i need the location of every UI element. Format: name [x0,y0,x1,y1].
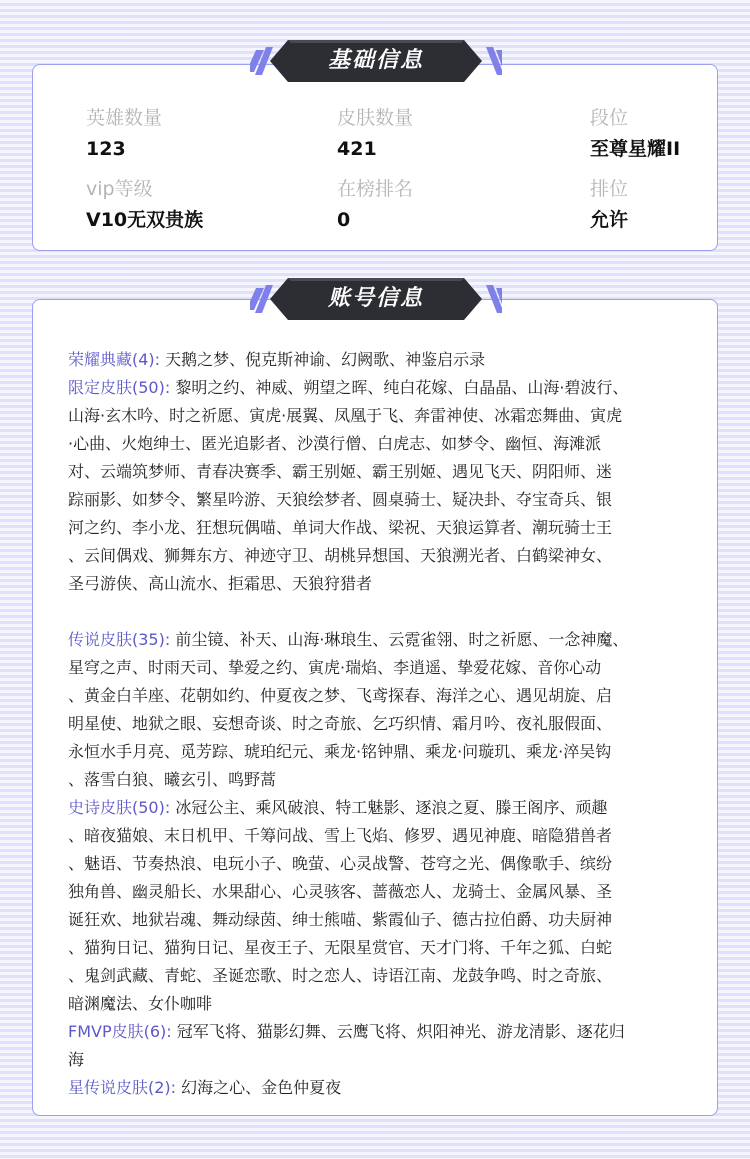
skin-names: 明星使、地狱之眼、妄想奇谈、时之奇旅、乞巧织情、霜月吟、夜礼服假面、 [68,714,613,733]
stat-label: 英雄数量 [86,107,163,129]
stat-value: 421 [337,138,377,160]
skin-names: 冰冠公主、乘风破浪、特工魅影、逐浪之夏、滕王阁序、顽趣 [170,798,608,817]
skin-names: 独角兽、幽灵船长、水果甜心、心灵骇客、蔷薇恋人、龙骑士、金属风暴、圣 [68,882,613,901]
skin-line [68,430,692,458]
skin-section [68,346,692,374]
skin-names: 前尘镜、补天、山海·琳琅生、云霓雀翎、时之祈愿、一念神魔、 [170,630,629,649]
skin-names: 圣弓游侠、高山流水、拒霜思、天狼狩猎者 [68,574,373,593]
skin-names: 海 [68,1050,85,1069]
skin-names: 、黄金白羊座、花朝如约、仲夏夜之梦、飞鸢探春、海洋之心、遇见胡旋、启 [68,686,613,705]
section-spacer [68,598,692,626]
banner-title: 账号信息 [327,286,424,311]
stat-label: 皮肤数量 [337,107,414,129]
stat-label: 在榜排名 [337,178,414,200]
skin-section-label: 史诗皮肤(50): [68,798,171,817]
skin-names: ·心曲、火炮绅士、匿光追影者、沙漠行僧、白虎志、如梦令、幽恒、海滩派 [68,434,602,453]
skin-line [68,850,692,878]
stat-hero-count [86,105,162,162]
skin-line [68,570,692,598]
skin-section-label: 传说皮肤(35): [68,630,171,649]
stat-skin-count [337,105,413,162]
skin-line [68,990,692,1018]
banner-title: 基础信息 [327,48,424,73]
stat-value: 至尊星耀II [590,138,681,160]
skin-names: 河之约、李小龙、狂想玩偶喵、单词大作战、梁祝、天狼运算者、潮玩骑士王 [68,518,613,537]
skin-line [68,766,692,794]
skin-line [68,1074,692,1102]
skin-names: 黎明之约、神威、朔望之晖、纯白花嫁、白晶晶、山海·碧波行、 [170,378,629,397]
skin-line [68,962,692,990]
stat-label: 排位 [590,178,629,200]
skin-names: 、魅语、节奏热浪、电玩小子、晚萤、心灵战警、苍穹之光、偶像歌手、缤纷 [68,854,613,873]
skin-line [68,486,692,514]
skin-section [68,1018,692,1074]
stat-label: 段位 [590,107,629,129]
skin-line [68,402,692,430]
stat-ranked-allowed [590,176,628,233]
skin-line [68,1018,692,1046]
skin-names: 踪丽影、如梦令、繁星吟游、天狼绘梦者、圆桌骑士、疑决卦、夺宝奇兵、银 [68,490,613,509]
skin-section-label: 星传说皮肤(2): [68,1078,177,1097]
skin-names: 冠军飞将、猫影幻舞、云鹰飞将、炽阳神光、游龙清影、逐花归 [171,1022,625,1041]
skin-line [68,738,692,766]
section-banner-basic [250,38,502,84]
skin-names: 、落雪白狼、曦玄引、鸣野蒿 [68,770,277,789]
skin-line [68,794,692,822]
skin-section-label: FMVP皮肤(6): [68,1022,172,1041]
skin-list [68,346,692,1102]
skin-line [68,542,692,570]
skin-line [68,934,692,962]
stat-value: V10无双贵族 [86,209,204,231]
skin-line [68,374,692,402]
skin-line [68,906,692,934]
skin-names: 山海·玄木吟、时之祈愿、寅虎·展翼、凤凰于飞、奔雷神使、冰霜恋舞曲、寅虎 [68,406,623,425]
stat-value: 0 [337,209,351,231]
skin-section [68,374,692,598]
skin-line [68,710,692,738]
skin-section [68,1074,692,1102]
skin-line [68,822,692,850]
stat-value: 允许 [590,209,629,231]
skin-names: 暗渊魔法、女仆咖啡 [68,994,213,1013]
skin-section-label: 限定皮肤(50): [68,378,171,397]
stat-label: vip等级 [86,178,153,200]
skin-line [68,1046,692,1074]
basic-info-card [32,64,718,251]
skin-names: 幻海之心、金色仲夏夜 [176,1078,342,1097]
skin-line [68,682,692,710]
skin-line [68,458,692,486]
skin-section-label: 荣耀典藏(4): [68,350,161,369]
skin-names: 、云间偶戏、狮舞东方、神迹守卫、胡桃异想国、天狼溯光者、白鹤梁神女、 [68,546,613,565]
skin-names: 、鬼剑武藏、青蛇、圣诞恋歌、时之恋人、诗语江南、龙鼓争鸣、时之奇旅、 [68,966,613,985]
skin-line [68,346,692,374]
stat-leaderboard-rank [337,176,413,233]
skin-names: 、猫狗日记、猫狗日记、星夜王子、无限星赏官、天才门将、千年之狐、白蛇 [68,938,613,957]
stat-rank-tier [590,105,680,162]
stat-value: 123 [86,138,126,160]
skin-line [68,654,692,682]
skin-names: 天鹅之梦、倪克斯神谕、幻阙歌、神鉴启示录 [160,350,486,369]
skin-names: 永恒水手月亮、觅芳踪、琥珀纪元、乘龙·铭钟鼎、乘龙·问璇玑、乘龙·淬吴钩 [68,742,612,761]
skin-section [68,626,692,794]
skin-line [68,514,692,542]
skin-names: 、暗夜猫娘、末日机甲、千筹问战、雪上飞焰、修罗、遇见神鹿、暗隐猎兽者 [68,826,613,845]
skin-line [68,878,692,906]
stat-vip-level [86,176,203,233]
skin-names: 诞狂欢、地狱岩魂、舞动绿茵、绅士熊喵、紫霞仙子、德古拉伯爵、功夫厨神 [68,910,613,929]
skin-names: 星穹之声、时雨天司、挚爱之约、寅虎·瑞焰、李逍遥、挚爱花嫁、音你心动 [68,658,602,677]
skin-line [68,626,692,654]
skin-names: 对、云端筑梦师、青春决赛季、霸王别姬、霸王别姬、遇见飞天、阴阳师、迷 [68,462,613,481]
section-banner-account [250,276,502,322]
skin-section [68,794,692,1018]
